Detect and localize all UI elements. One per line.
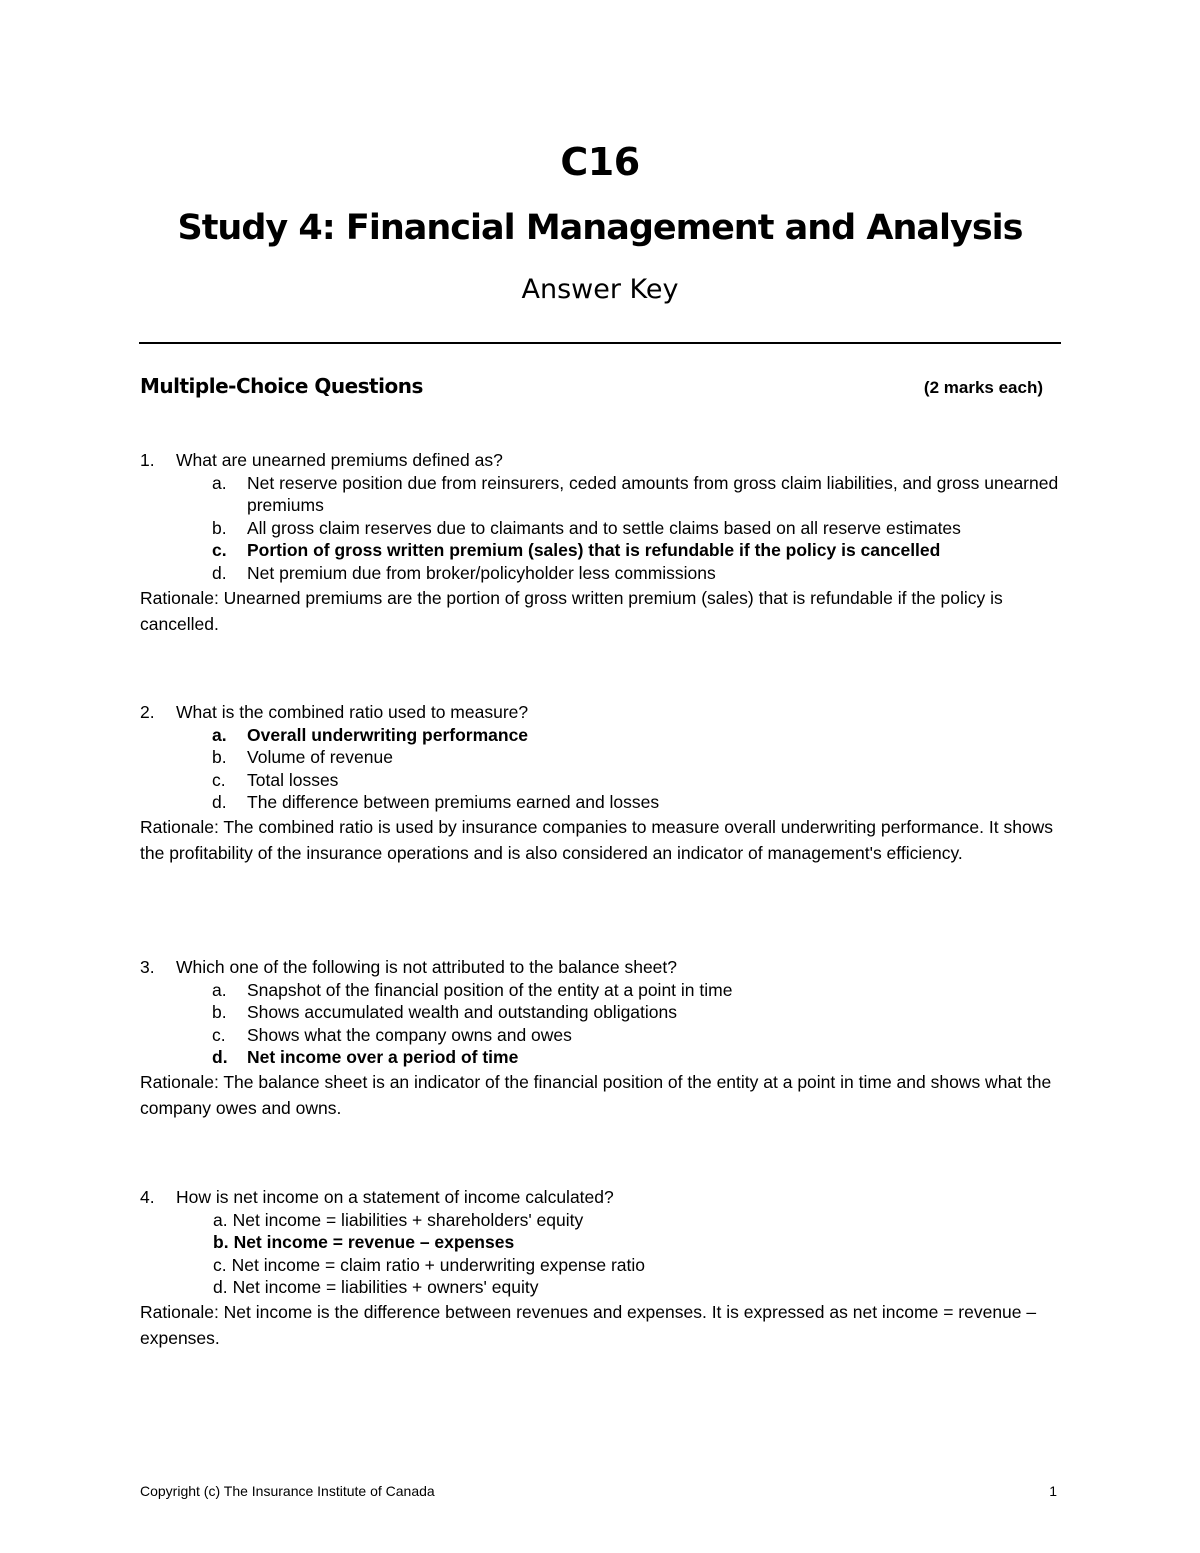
option-b-correct: b. Net income = revenue – expenses <box>213 1232 515 1253</box>
question-stem <box>140 449 1070 472</box>
question-1 <box>140 449 1070 637</box>
rationale: Rationale: Net income is the difference between revenues and expenses. It is expressed as net income = revenue – expenses. <box>140 1301 1037 1348</box>
course-code: C16 <box>560 140 640 184</box>
option-d: d. The difference between premiums earned and losses <box>212 792 660 813</box>
question-2 <box>140 701 1070 866</box>
option-a: a. Net income = liabilities + shareholders' equity <box>213 1209 584 1230</box>
option-c-correct: c. Portion of gross written premium (sales) that is refundable if the policy is cancelled <box>212 540 941 561</box>
option-b: b. All gross claim reserves due to claimants and to settle claims based on all reserve estimates <box>212 517 961 538</box>
question-stem <box>140 956 1070 979</box>
question-number: 4. <box>140 1187 155 1207</box>
option-a-correct: a. Overall underwriting performance <box>212 724 529 745</box>
question-text: How is net income on a statement of income calculated? <box>176 1187 614 1207</box>
page-number: 1 <box>1049 1483 1057 1499</box>
option-b: b. Volume of revenue <box>212 747 393 768</box>
question-text: What are unearned premiums defined as? <box>176 450 503 470</box>
option-d: d. Net premium due from broker/policyholder less commissions <box>212 562 716 583</box>
option-c: c. Total losses <box>212 769 339 790</box>
header-divider <box>139 342 1061 344</box>
option-c: c. Shows what the company owns and owes <box>212 1024 572 1045</box>
study-title: Study 4: Financial Management and Analysis <box>177 208 1023 248</box>
question-3 <box>140 956 1070 1121</box>
question-4 <box>140 1186 1070 1351</box>
section-title: Multiple-Choice Questions <box>140 374 423 398</box>
option-c: c. Net income = claim ratio + underwriting expense ratio <box>213 1254 646 1275</box>
option-a: a. Net reserve position due from reinsurers, ceded amounts from gross claim liabilities, and gross unearned premiums <box>212 472 1059 516</box>
question-text: What is the combined ratio used to measure? <box>176 702 529 722</box>
copyright-footer: Copyright (c) The Insurance Institute of Canada <box>140 1483 435 1499</box>
rationale: Rationale: Unearned premiums are the portion of gross written premium (sales) that is refundable if the policy is cancelled. <box>140 587 1003 634</box>
rationale: Rationale: The combined ratio is used by insurance companies to measure overall underwriting performance. It shows the profitability of the insurance operations and is also considered an indicator of management's efficiency. <box>140 816 1054 863</box>
question-number: 3. <box>140 957 155 977</box>
question-number: 2. <box>140 702 155 722</box>
question-stem <box>140 1186 1070 1209</box>
option-a: a. Snapshot of the financial position of the entity at a point in time <box>212 979 733 1000</box>
question-stem <box>140 701 1070 724</box>
rationale: Rationale: The balance sheet is an indicator of the financial position of the entity at a point in time and shows what the company owes and owns. <box>140 1071 1052 1118</box>
question-number: 1. <box>140 450 155 470</box>
question-text: Which one of the following is not attributed to the balance sheet? <box>176 957 678 977</box>
option-d: d. Net income = liabilities + owners' equity <box>213 1277 539 1298</box>
marks-note: (2 marks each) <box>923 378 1043 397</box>
option-d-correct: d. Net income over a period of time <box>212 1047 519 1068</box>
option-b: b. Shows accumulated wealth and outstanding obligations <box>212 1002 678 1023</box>
answer-key-subtitle: Answer Key <box>521 274 679 305</box>
